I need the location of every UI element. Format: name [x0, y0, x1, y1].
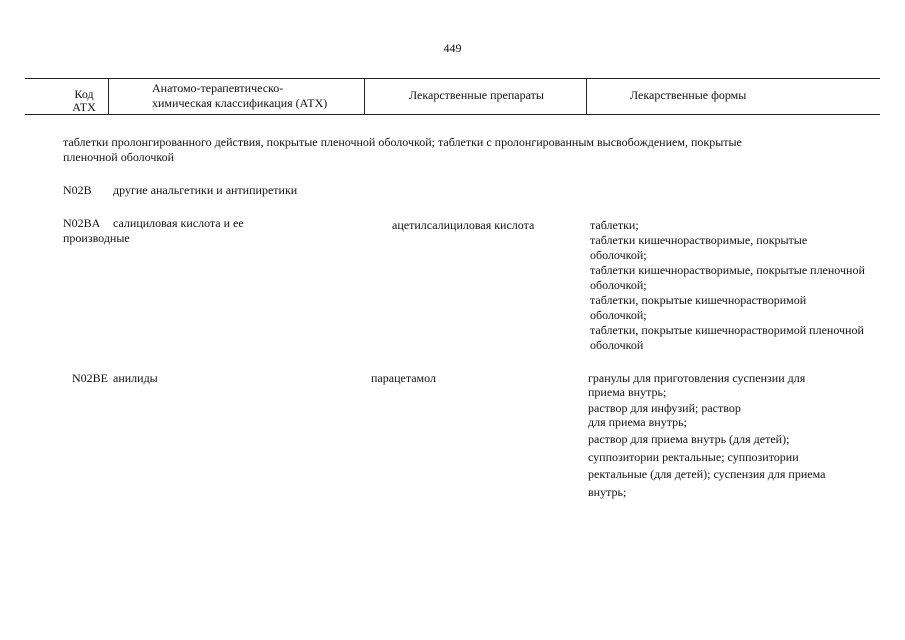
page-number: 449	[443, 41, 462, 55]
drug-name: ацетилсалициловая кислота	[392, 218, 535, 232]
dosage-form-line: таблетки;	[590, 218, 639, 232]
atc-group-name: другие анальгетики и антипиретики	[113, 183, 298, 197]
column-divider	[108, 78, 109, 114]
header-top-rule	[25, 78, 880, 79]
dosage-form-line: приема внутрь;	[588, 385, 667, 399]
dosage-form-line: таблетки, покрытые кишечнорастворимой пленочной	[590, 323, 864, 337]
header-forms: Лекарственные формы	[630, 88, 747, 102]
atc-group-name: производные	[63, 231, 130, 245]
header-classification	[152, 82, 327, 110]
dosage-form-line: для приема внутрь;	[588, 415, 687, 429]
column-divider	[364, 78, 365, 114]
dosage-form-line: суппозитории ректальные; суппозитории	[588, 450, 799, 464]
continuation-line: таблетки пролонгированного действия, покрытые пленочной оболочкой; таблетки с пролонгированным высвобождением, покрытые	[63, 135, 742, 149]
dosage-form-line: оболочкой	[590, 338, 644, 352]
dosage-form-line: таблетки кишечнорастворимые, покрытые пленочной	[590, 263, 865, 277]
dosage-form-line: оболочкой;	[590, 308, 647, 322]
atc-code: N02BA	[63, 216, 101, 230]
dosage-form-line: раствор для инфузий; раствор	[588, 401, 741, 415]
drug-name: парацетамол	[371, 371, 436, 385]
continuation-line: пленочной оболочкой	[63, 150, 175, 164]
dosage-form-line: таблетки, покрытые кишечнорастворимой	[590, 293, 807, 307]
atc-group-name: салициловая кислота и ее	[113, 216, 244, 230]
header-code-line: АТХ	[72, 100, 96, 114]
atc-group-name: анилиды	[113, 371, 158, 385]
dosage-form-line: гранулы для приготовления суспензии для	[588, 371, 806, 385]
dosage-form-line: ректальные (для детей); суспензия для приема	[588, 467, 826, 481]
header-code	[64, 88, 104, 114]
atc-code: N02B	[63, 183, 92, 197]
continuation-text	[63, 135, 742, 165]
column-divider	[586, 78, 587, 114]
header-bottom-rule	[25, 114, 880, 115]
dosage-form-line: оболочкой;	[590, 278, 647, 292]
dosage-forms	[590, 218, 865, 353]
header-drugs: Лекарственные препараты	[409, 88, 544, 102]
dosage-form-line: таблетки кишечнорастворимые, покрытые	[590, 233, 808, 247]
atc-code: N02BE	[72, 371, 108, 385]
dosage-form-line: внутрь;	[588, 485, 627, 499]
dosage-form-line: оболочкой;	[590, 248, 647, 262]
dosage-form-line: раствор для приема внутрь (для детей);	[588, 432, 790, 446]
header-classification-line: химическая классификация (АТХ)	[152, 96, 328, 110]
header-classification-line: Анатомо-терапевтическо-	[152, 81, 284, 95]
header-code-line: Код	[74, 87, 94, 101]
